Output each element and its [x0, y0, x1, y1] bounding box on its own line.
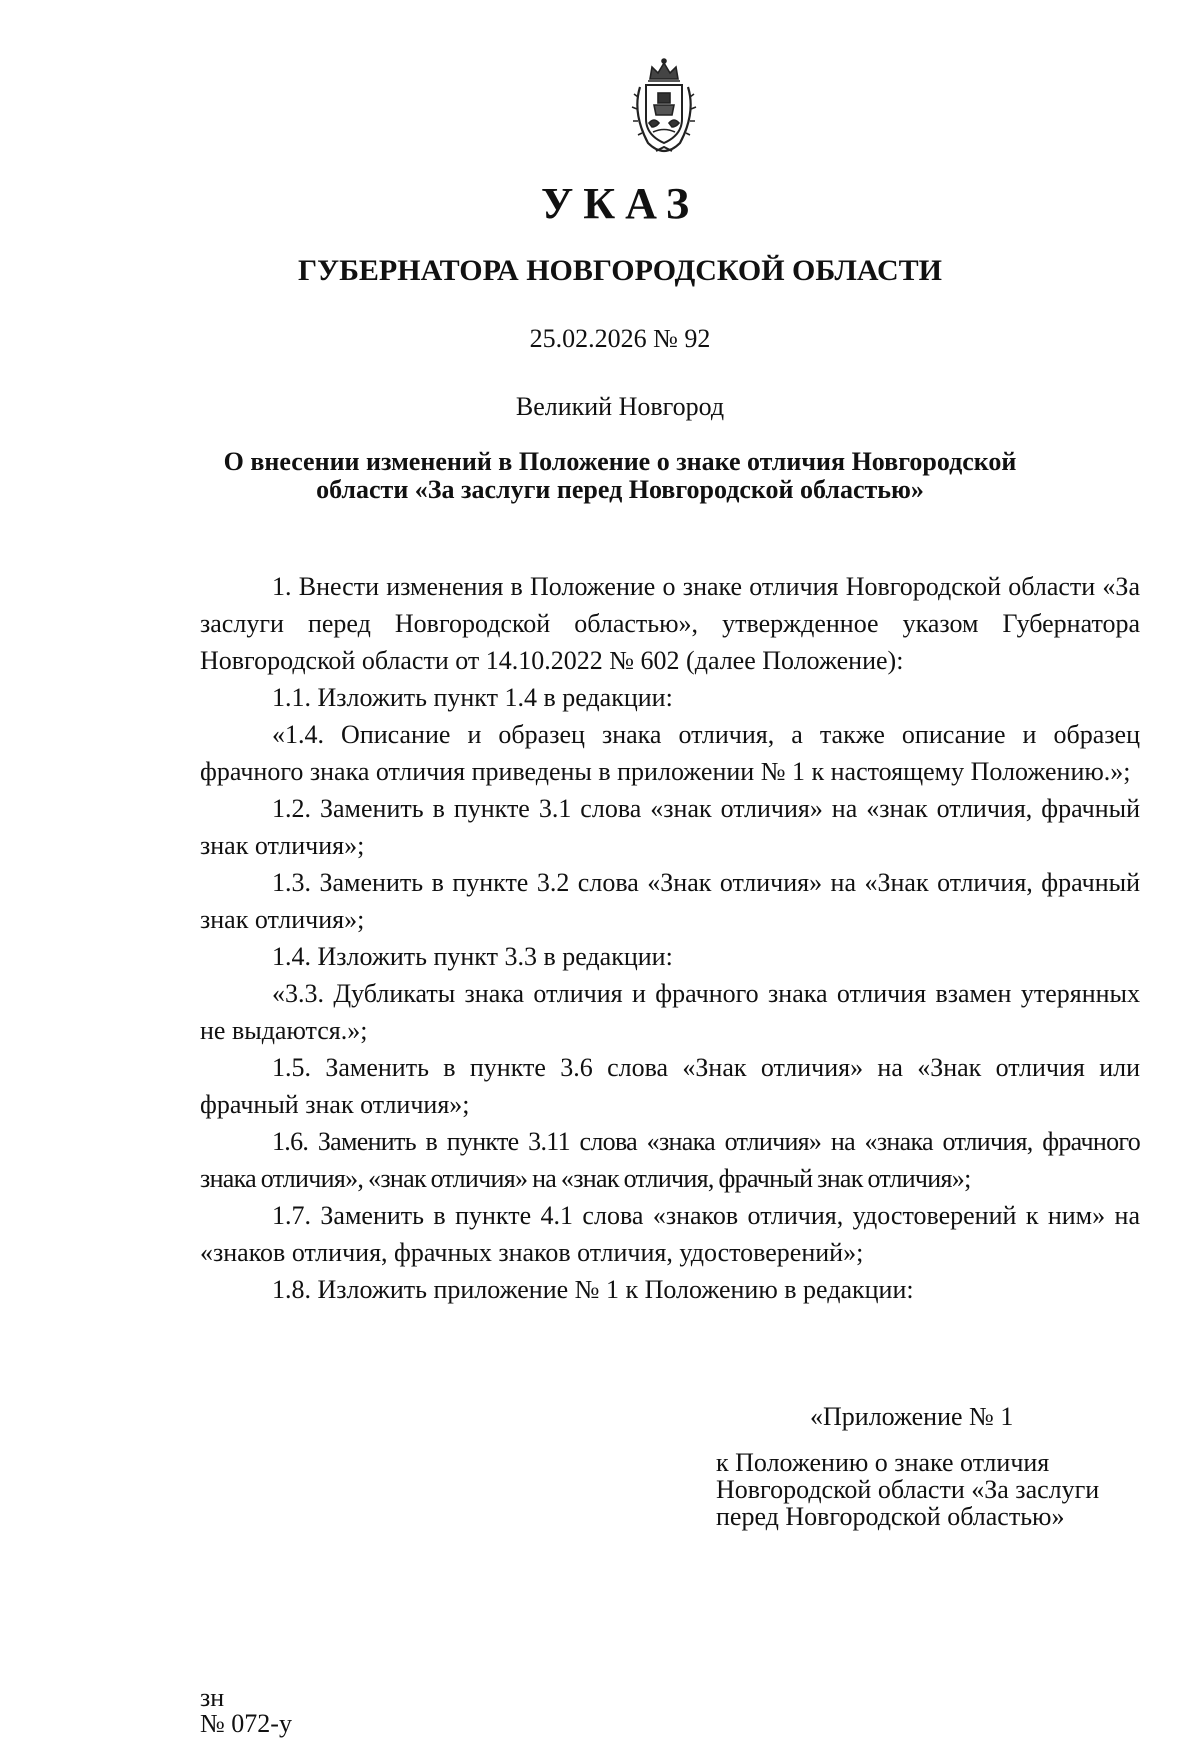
document-date: 25.02.2026 — [529, 324, 647, 353]
paragraph: 1. Внести изменения в Положение о знаке отличия Новгородской области «За заслуги перед Новгородской областью», утвержденное указом Губернатора Новгородской области от 14.10.2022 № 602 (далее Положение): — [200, 572, 1140, 675]
number-sign: № — [653, 324, 678, 353]
paragraph: 1.7. Заменить в пункте 4.1 слова «знаков отличия, удостоверений к ним» на «знаков отличия, фрачных знаков отличия, удостоверений»; — [200, 1201, 1140, 1267]
paragraph: 1.6. Заменить в пункте 3.11 слова «знака отличия» на «знака отличия, фрачного знака отличия», «знак отличия» на «знак отличия, фрачный знак отличия»; — [200, 1127, 1140, 1193]
paragraph: «1.4. Описание и образец знака отличия, а также описание и образец фрачного знака отличия приведены в приложении № 1 к настоящему Положению.»; — [200, 720, 1140, 786]
document-subtitle: ГУБЕРНАТОРА НОВГОРОДСКОЙ ОБЛАСТИ — [297, 254, 943, 287]
document-body — [200, 568, 1140, 1308]
document-place: Великий Новгород — [515, 392, 725, 421]
paragraph: 1.5. Заменить в пункте 3.6 слова «Знак отличия» на «Знак отличия или фрачный знак отличия»; — [200, 1053, 1140, 1119]
paragraph: 1.8. Изложить приложение № 1 к Положению в редакции: — [272, 1275, 914, 1304]
paragraph: 1.1. Изложить пункт 1.4 в редакции: — [272, 683, 673, 712]
appendix-line: перед Новгородской областью» — [716, 1502, 1065, 1531]
document-number: 92 — [684, 324, 711, 353]
paragraph: 1.2. Заменить в пункте 3.1 слова «знак отличия» на «знак отличия, фрачный знак отличия»; — [200, 794, 1140, 860]
appendix-caption — [716, 1449, 1136, 1530]
paragraph: 1.3. Заменить в пункте 3.2 слова «Знак отличия» на «Знак отличия, фрачный знак отличия»; — [200, 868, 1140, 934]
date-number-line — [0, 324, 1200, 354]
paragraph: 1.4. Изложить пункт 3.3 в редакции: — [272, 942, 673, 971]
document-title: УКАЗ — [540, 179, 700, 228]
registration-footer — [200, 1685, 292, 1737]
paragraph: «3.3. Дубликаты знака отличия и фрачного знака отличия взамен утерянных не выдаются.»; — [200, 979, 1140, 1045]
footer-reg-number: № 072-у — [200, 1709, 292, 1738]
footer-initials: зн — [200, 1683, 225, 1712]
appendix-line: к Положению о знаке отличия — [716, 1448, 1050, 1477]
appendix-line: Новгородской области «За заслуги — [716, 1475, 1100, 1504]
heading-line: области «За заслуги перед Новгородской областью» — [316, 475, 924, 504]
document-heading — [190, 448, 1050, 504]
appendix-title: «Приложение № 1 — [810, 1402, 1014, 1431]
heading-line: О внесении изменений в Положение о знаке отличия Новгородской — [223, 447, 1017, 476]
coat-of-arms-icon — [626, 57, 702, 155]
